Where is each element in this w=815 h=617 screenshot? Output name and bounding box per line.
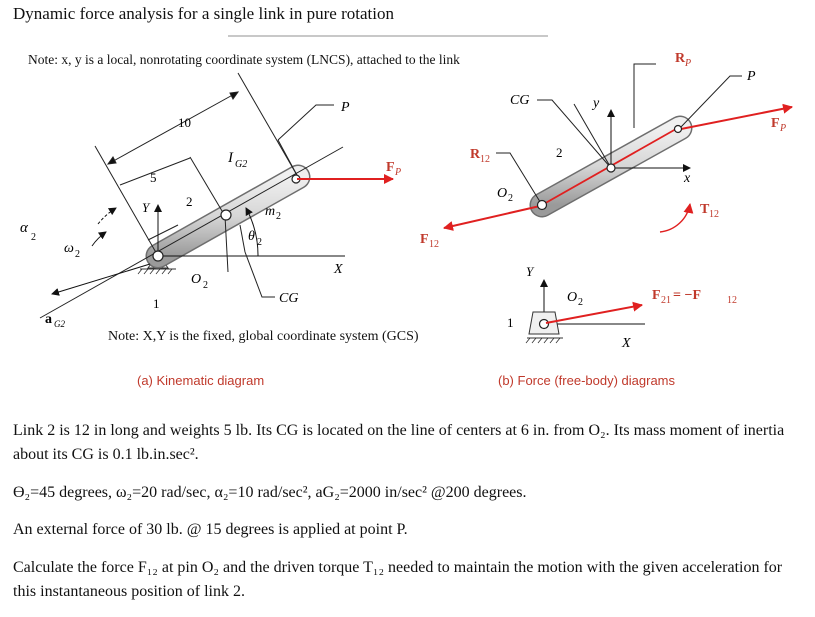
x-label-b: X <box>622 336 631 351</box>
omega-label: ω <box>64 241 74 256</box>
omega-sub: 2 <box>75 249 80 260</box>
dim-2-label-b: 2 <box>556 145 563 160</box>
free-body-diagram <box>420 51 792 351</box>
ig-label: I <box>228 150 233 166</box>
problem-statement-1: Link 2 is 12 in long and weights 5 lb. Its CG is located on the line of centers at 6 in. from O₂. Its mass moment of inertia about its CG is 0.1 lb.in.sec². <box>13 422 785 463</box>
cg-label-b: CG <box>510 93 530 108</box>
f12-label: F <box>420 232 429 247</box>
accel-arrow <box>52 264 150 294</box>
fp-sub-b: P <box>780 123 787 134</box>
dim-2-label: 2 <box>186 194 193 209</box>
fp-label-a: F <box>386 160 395 175</box>
cg-label-a: CG <box>279 291 299 306</box>
y-label-local: y <box>593 96 600 111</box>
p-label-a: P <box>341 100 350 115</box>
f12-sub: 12 <box>429 239 439 250</box>
f21-label: F <box>652 288 661 303</box>
x-label-local: x <box>684 171 691 186</box>
rp-leader <box>634 64 656 128</box>
cg-marker-a <box>221 210 231 220</box>
pivot-o2-a <box>153 251 163 261</box>
t12-arc <box>660 204 690 232</box>
page-title: Dynamic force analysis for a single link in pure rotation <box>13 4 394 23</box>
o2-sub-a: 2 <box>203 280 208 291</box>
note-local-coordinates: Note: x, y is a local, nonrotating coordinate system (LNCS), attached to the link <box>28 52 460 67</box>
dim-2-line-b <box>574 104 611 168</box>
ground-1-label-a: 1 <box>153 296 160 311</box>
alpha-arrow <box>98 208 116 224</box>
o2-sub-b: 2 <box>508 193 513 204</box>
ground-1-label-b: 1 <box>507 315 514 330</box>
f12-arrow <box>444 206 540 228</box>
p-label-b: P <box>747 69 756 84</box>
alpha-label: α <box>20 220 28 236</box>
caption-kinematic: (a) Kinematic diagram <box>137 373 265 388</box>
cg-leader-b <box>537 100 611 168</box>
f21-sub: 21 <box>661 295 671 306</box>
fp-sub-a: P <box>395 167 402 178</box>
note-global-coordinates: Note: X,Y is the fixed, global coordinate system (GCS) <box>108 329 419 344</box>
caption-free-body: (b) Force (free-body) diagrams <box>498 373 675 388</box>
kinematic-diagram <box>20 73 401 329</box>
rp-label: R <box>675 51 686 66</box>
point-p-b <box>675 126 682 133</box>
cg-leader-a <box>245 252 275 297</box>
ig-sub: G2 <box>235 159 248 170</box>
y-label-a: Y <box>142 200 150 215</box>
o2-ground-label: O <box>567 290 578 305</box>
accel-label: a <box>45 312 52 327</box>
alpha-sub: 2 <box>31 232 36 243</box>
m2-sub: 2 <box>276 211 281 222</box>
omega-arrow <box>92 232 106 246</box>
problem-statement-2: Ɵ₂=45 degrees, ω₂=20 rad/sec, α₂=10 rad/sec², aG₂=2000 in/sec² @200 degrees. <box>13 484 527 501</box>
theta-sub: 2 <box>257 237 262 248</box>
r12-label: R <box>470 147 481 162</box>
f21-equals: = −F <box>673 288 702 303</box>
fp-label-b: F <box>771 116 780 131</box>
accel-sub: G2 <box>54 319 65 329</box>
rp-sub: P <box>685 58 692 69</box>
ground-frame-b <box>526 280 645 343</box>
r12-sub: 12 <box>480 154 490 165</box>
o2-ground-sub: 2 <box>578 297 583 308</box>
dim-10-label: 10 <box>178 115 191 130</box>
p-leader-a <box>278 105 334 140</box>
o2-label-b: O <box>497 186 508 201</box>
dim-5-label: 5 <box>150 170 157 185</box>
x-label-a: X <box>334 262 343 277</box>
f21-rhs-sub: 12 <box>727 295 737 306</box>
t12-sub: 12 <box>709 209 719 220</box>
t12-label: T <box>700 202 710 217</box>
problem-statement-3: An external force of 30 lb. @ 15 degrees is applied at point P. <box>13 521 408 538</box>
m2-label: m <box>265 204 276 219</box>
problem-statement-4: Calculate the force F₁₂ at pin O₂ and the driven torque T₁₂ needed to maintain the motion with the given acceleration for this instantaneous position of link 2. <box>13 559 783 600</box>
pivot-o2-b <box>538 201 547 210</box>
y-label-b: Y <box>526 264 534 279</box>
theta-label: θ <box>248 229 255 244</box>
o2-label-a: O <box>191 272 202 287</box>
cg-marker-b <box>607 164 615 172</box>
